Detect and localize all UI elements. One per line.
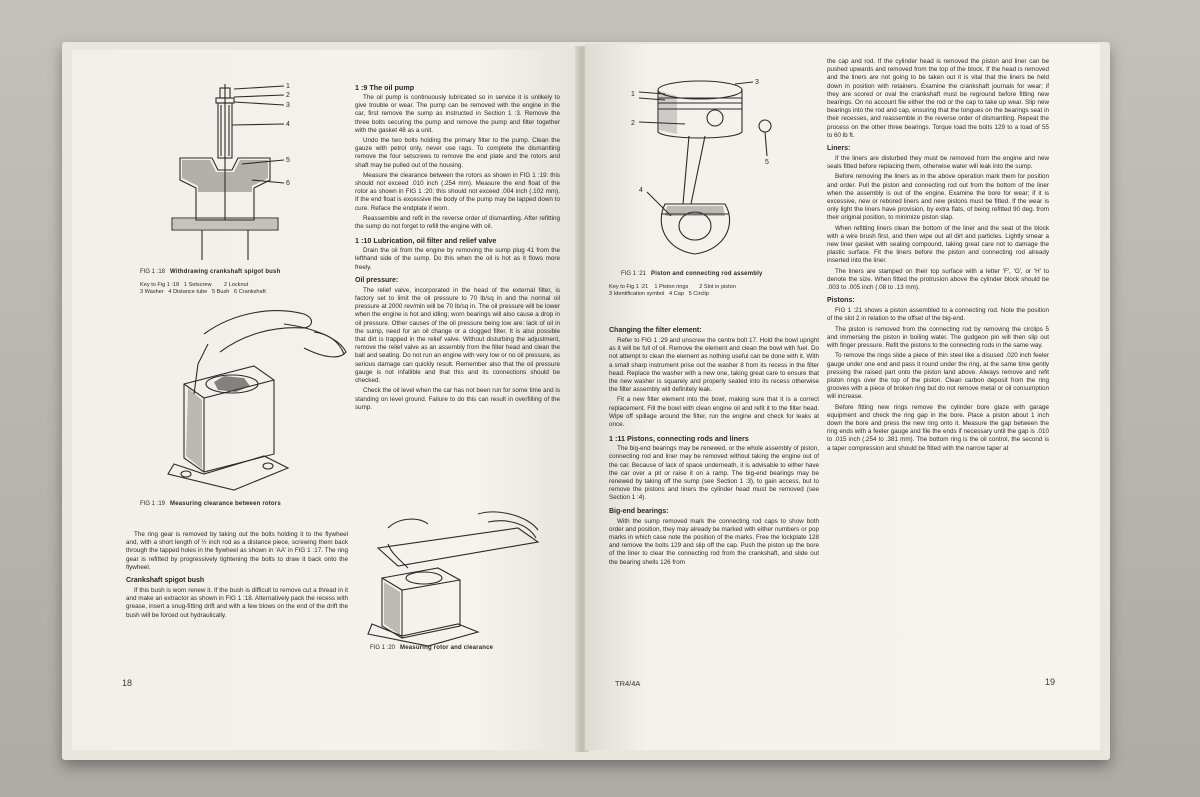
fig19-caption-num: FIG 1 :19 [140, 501, 166, 507]
pistons-rods-p3: The big-end bearings may be renewed, or the whole assembly of piston, connecting rod and liner may be removed without taking the engine out of the car. Because of lack of space underneath, it is advisable to either have the car over a pit or raise it on a ramp. The big-end bearings may be renewed by taking off the sump (see Section 1 :3), to gain access, but to remove the pistons and liners the cylinder head must be removed (see Section 1 :4). [609, 445, 819, 502]
fig19-caption [140, 500, 380, 508]
fig21-key-item-1: 1 Piston rings [654, 284, 689, 290]
fig18-caption-num: FIG 1 :18 [140, 269, 166, 275]
right-page [585, 44, 1100, 750]
fig18-key-item-2: 2 Locknut [223, 282, 249, 288]
fig21-callout-4: 4 [639, 187, 643, 194]
fig21-callout-5: 5 [765, 159, 769, 166]
bigend-heading: Big-end bearings: [609, 507, 669, 515]
oil-pressure-p7: Check the oil level when the car has not been run for some time and is standing on level ground. Failure to do this can result in overfilling of the sump. [355, 387, 560, 411]
fig18-key-item-5: 5 Bush [211, 289, 230, 295]
left-right-column [355, 78, 560, 414]
pistons-p5: FIG 1 :21 shows a piston assembled to a connecting rod. Note the position of the slot 2 in relation to the offset of the big-end. [827, 307, 1049, 323]
right-right-column [827, 58, 1049, 455]
oil-pump-heading: 1 :9 The oil pump [355, 83, 415, 92]
pistons-heading: Pistons: [827, 297, 855, 305]
fig18-callout-5: 5 [286, 157, 290, 164]
fig18-illustration [172, 80, 312, 265]
fig21-key-item-2: 2 Slot in piston [699, 284, 736, 290]
bigend-p4: With the sump removed mark the connecting rod caps to show both order and position, they may already be marked with either numbers or pop marks in which case note the position of the marks. Free the lockplate 128 and remove the bolts 129 and slip off the cap. Push the piston up the bore of the liner to clear the connecting rod from the crankshaft, and slide out the bearing shells 126 from [609, 517, 819, 566]
oil-pressure-heading: Oil pressure: [355, 276, 399, 284]
fig21-key-title: Key to Fig 1 :21 [609, 284, 649, 290]
liners-heading: Liners: [827, 145, 851, 153]
fig21-callout-2: 2 [631, 120, 635, 127]
fig18-key-item-6: 6 Crankshaft [234, 289, 266, 295]
fig21-key [609, 284, 849, 298]
fig18-key-item-4: 4 Distance tube [168, 289, 208, 295]
fig21-caption-text: Piston and connecting rod assembly [651, 271, 763, 277]
fig18-key-title: Key to Fig 1 :18 [140, 282, 180, 288]
right-left-column [609, 322, 819, 569]
liners-p4: The liners are stamped on their top surface with a letter 'F', 'G', or 'H' to denote the size. When fitted the protrusion above the cylinder block should be .003 to .005 inch (.08 to .13 mm). [827, 267, 1049, 292]
fig18-caption-text: Withdrawing crankshaft spigot bush [170, 269, 281, 275]
filter-p2: Fit a new filter element into the bowl, making sure that it is a correct replacement. Fill the bowl with clean engine oil and refit it to the filter head. Wipe off spillage around the filter, run the engine and check for leaks at once. [609, 396, 819, 429]
fig21-illustration [625, 74, 795, 274]
fig18-callout-2: 2 [286, 92, 290, 99]
bigend-continued: the cap and rod. If the cylinder head is removed the piston and liner can be pushed upwards and removed from the top of the block. If the head is removed and the liners are not going to be taken out it is vital that the liners be held down in position with retainers. Examine the crankshaft journals for wear; if they are scored or oval the crankshaft must be reground before fitting new bearings. On no account file either the rod or the cap to take up wear. Slip new bearings into the rod and cap, ensuring that the tongues on the bearings seat in their recesses, and reassemble in the reverse order of dismantling. Repeat the process on the other three bearings. Torque load the bolts 129 to a load of 55 to 60 lb ft. [827, 58, 1049, 139]
fig18-key-item-3: 3 Washer [140, 289, 164, 295]
fig21-caption [621, 270, 851, 278]
lubrication-heading: 1 :10 Lubrication, oil filter and relief valve [355, 236, 497, 246]
filter-p1: Refer to FIG 1 :29 and unscrew the centre bolt 17. Hold the bowl upright as it will be full of oil. Remove the element and clean the bowl with fuel. Do not attempt to clean the element as nothing useful can be done with it. With a small sharp instrument prise out the washer 8 from its recess in the filter head. Replace the washer with a new one, taking great care to ensure that the new washer is squarely and properly seated into its recess otherwise the filter assembly will definitely leak. [609, 337, 819, 394]
oil-pressure-p6: The relief valve, incorporated in the head of the external filter, is factory set to limit the oil pressure to 70 lb/sq in and the normal oil pressure at 2000 rev/min will be 70 lb/sq in. The oil pressure will be lower when the engine is hot and idling; worn bearings will also cause a drop in oil pressure. Other causes of the oil pressure being low are: lack of oil in the sump, need for an oil change or a clogged filter. It is also possible that dirt is trapped in the relief valve. Without disturbing the adjustment, remove the relief valve as an assembly from the filter head and clean the ball and seating. Do not run an engine with very low or no oil pressure, as serious damage can quickly result. Remember also that the oil pressure gauge is not infallible and that this and its connections should be checked. [355, 286, 560, 385]
footer-label: TR4/4A [615, 679, 641, 688]
page-number-right: 19 [1045, 677, 1056, 687]
oil-pump-p2: Undo the two bolts holding the primary filter to the pump. Clean the gauze with petrol only, never use rags. To complete the dismantling remove the four setscrews to remove the end plate and the rotors and shaft may be pulled out of the housing. [355, 137, 560, 169]
oil-pump-p3: Measure the clearance between the rotors as shown in FIG 1 :19: this should not exceed .010 inch (.254 mm). Measure the end float of the rotor as shown in FIG 1 :20: this should not exceed .004 inch (.102 mm). If the end float is excessive the body of the pump may be lapped down to cure. Reface the endplate if worn. [355, 171, 560, 212]
fig18-key [140, 282, 370, 296]
liners-p1: If the liners are disturbed they must be removed from the engine and new seals fitted before replacing them, otherwise water will leak into the sump. [827, 155, 1049, 171]
oil-pump-p4: Reassemble and refit in the reverse order of dismantling. After refitting the sump do not forget to refill the engine with oil. [355, 214, 560, 231]
left-bottom-text [126, 531, 348, 622]
lubrication-p5: Drain the oil from the engine by removing the sump plug 41 from the lefthand side of the sump. Do this when the oil is hot as it flows more freely. [355, 247, 560, 271]
fig21-key-item-3: 3 Identification symbol [609, 291, 665, 297]
fig21-key-item-4: 4 Cap [669, 291, 684, 297]
spigot-bush-paragraph: If this bush is worn renew it. If the bush is difficult to remove cut a thread in it and make an extractor as shown in FIG 1 :18. Alternatively pack the recess with grease, insert a snug-fitting drift and with a few blows on the end of the drift the bush will be forced out hydraulically. [126, 587, 348, 619]
fig21-callout-3: 3 [755, 79, 759, 86]
fig20-caption-text: Measuring rotor and clearance [400, 645, 494, 651]
liners-p3: When refitting liners clean the bottom of the liner and the seat of the block with a wire brush first, and then wipe out all dirt and particles. Lightly smear a new liner gasket with sealing compound, taking great care not to damage the plastic surface. Fit the liners before the piston and connecting rod already inserted into the liner. [827, 224, 1049, 265]
pistons-p8: Before fitting new rings remove the cylinder bore glaze with garage equipment and check the ring gap in the bore. Place a piston about 1 inch down the bore and press the new ring onto it. Measure the gap between the ring ends with a feeler gauge and file the ends if necessary until the gap is .010 to .015 inch (.254 to .381 mm). The bottom ring is the oil control, the second is a taper compression and should be fitted with the narrow taper at [827, 403, 1049, 452]
fig20-caption-num: FIG 1 :20 [370, 645, 396, 651]
fig21-key-item-5: 5 Circlip [688, 291, 709, 297]
pistons-p7: To remove the rings slide a piece of thin steel like a disused .020 inch feeler gauge under one end and pass it round under the ring, at the same time gently pressing the raised part onto the piston land above. Always remove and refit piston rings over the top of the piston. Clean carbon deposit from the ring grooves with a piece of broken ring but do not remove metal or oil consumption will increase. [827, 352, 1049, 401]
filter-heading: Changing the filter element: [609, 327, 702, 334]
fig18-callout-1: 1 [286, 83, 290, 90]
fig20-illustration [368, 508, 548, 643]
fig21-callout-1: 1 [631, 91, 635, 98]
fig19-caption-text: Measuring clearance between rotors [170, 501, 281, 507]
ring-gear-paragraph: The ring gear is removed by taking out the bolts holding it to the flywheel and, with a short length of ½ inch rod as a distance piece, screwing them back through the tapped holes in the flywheel as shown in 'AA' in FIG 1 :17. The ring gear is refitted by progressively tightening the bolts to draw it back onto the flywheel. [126, 531, 348, 571]
fig18-callout-3: 3 [286, 102, 290, 109]
fig21-caption-num: FIG 1 :21 [621, 271, 647, 277]
fig18-key-item-1: 1 Setscrew [183, 282, 212, 288]
oil-pump-p1: The oil pump is continuously lubricated so in service it is unlikely to give trouble or wear. The pump can be removed with the engine in the car, first remove the sump as instructed in Section 1 :3. Remove the three bolts securing the pump and remove the pump and filter together with the gasket 48 as a unit. [355, 94, 560, 134]
left-page [72, 50, 578, 750]
fig19-illustration [164, 304, 354, 494]
fig18-caption [140, 268, 370, 276]
pistons-p6: The piston is removed from the connecting rod by removing the circlips 5 and immersing the piston in boiling water. The gudgeon pin will then slip out with finger pressure. Refit the pistons to the connecting rods in the same way. [827, 325, 1049, 350]
pistons-rods-heading: 1 :11 Pistons, connecting rods and liners [609, 434, 749, 444]
liners-p2: Before removing the liners as in the above operation mark them for position and order. Pull the piston and connecting rod out from the bottom of the liner when the assembly is out of the engine. Examine the bore for wear; if it is excessive, new or rebored liners and new pistons must be fitted. If the wear is only light the liners have provision, by extra flats, of being refitted 90 deg. from their original position, to minimize piston slap. [827, 173, 1049, 222]
spigot-bush-heading: Crankshaft spigot bush [126, 577, 205, 585]
fig18-callout-4: 4 [286, 121, 290, 128]
fig18-callout-6: 6 [286, 180, 290, 187]
page-number-left: 18 [122, 678, 133, 688]
fig20-caption [370, 644, 570, 652]
